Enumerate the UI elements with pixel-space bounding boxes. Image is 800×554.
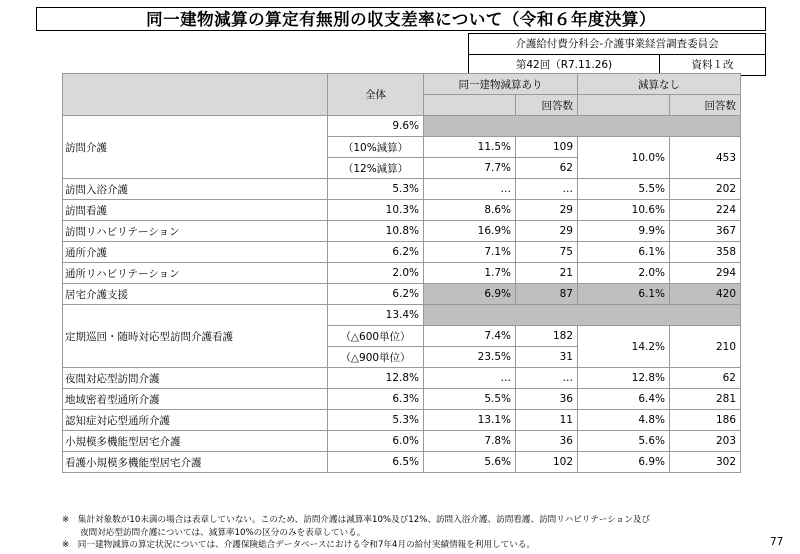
row-label: 訪問看護 [63,200,328,221]
cell-none-rate: 2.0% [578,263,670,284]
shaded-cell [424,116,741,137]
cell-none-rate: 5.6% [578,431,670,452]
cell-none-rate: 12.8% [578,368,670,389]
table-row [63,452,741,473]
row-label: 看護小規模多機能型居宅介護 [63,452,328,473]
sub-label: （△900単位） [328,347,424,368]
cell-rate: … [424,368,516,389]
meta-box [468,33,766,76]
cell-rate: 23.5% [424,347,516,368]
cell-rate: 1.7% [424,263,516,284]
cell-count: 36 [516,431,578,452]
cell-none-count: 202 [670,179,741,200]
header-blank [63,74,328,116]
row-label: 夜間対応型訪問介護 [63,368,328,389]
cell-overall: 6.2% [328,242,424,263]
footnotes [62,514,650,552]
row-label: 地域密着型通所介護 [63,389,328,410]
cell-overall: 10.3% [328,200,424,221]
header-blank-3 [578,95,670,116]
cell-none-count: 203 [670,431,741,452]
cell-overall: 9.6% [328,116,424,137]
cell-count: 11 [516,410,578,431]
header-row-1 [63,74,741,95]
cell-count: 75 [516,242,578,263]
cell-rate: … [424,179,516,200]
cell-overall: 6.3% [328,389,424,410]
cell-none-count: 367 [670,221,741,242]
cell-count: 29 [516,200,578,221]
sub-label: （10%減算） [328,137,424,158]
cell-none-rate: 6.1% [578,242,670,263]
session-label: 第42回（R7.11.26) [469,55,660,75]
cell-none-rate: 6.9% [578,452,670,473]
cell-overall: 6.2% [328,284,424,305]
cell-overall: 6.0% [328,431,424,452]
cell-none-count: 294 [670,263,741,284]
cell-count: 31 [516,347,578,368]
header-responses: 回答数 [670,95,741,116]
cell-count: … [516,368,578,389]
cell-rate: 7.1% [424,242,516,263]
cell-none-count: 210 [670,326,741,368]
cell-overall: 6.5% [328,452,424,473]
cell-none-rate: 6.1% [578,284,670,305]
cell-none-count: 224 [670,200,741,221]
row-label: 訪問介護 [63,116,328,179]
cell-rate: 5.6% [424,452,516,473]
footnote-1: ※ 集計対象数が10未満の場合は表章していない。このため、訪問介護は減算率10%及び12%、訪問入浴介護、訪問看護、訪問リハビリテーション及び [62,515,651,525]
cell-rate: 7.7% [424,158,516,179]
cell-count: 182 [516,326,578,347]
cell-rate: 5.5% [424,389,516,410]
cell-none-count: 358 [670,242,741,263]
cell-count: 29 [516,221,578,242]
header-responses: 回答数 [516,95,578,116]
table-row [63,389,741,410]
balance-rate-table [62,73,741,473]
sub-label: （△600単位） [328,326,424,347]
header-without-reduction: 減算なし [578,74,741,95]
row-label: 訪問入浴介護 [63,179,328,200]
row-label: 小規模多機能型居宅介護 [63,431,328,452]
table-row [63,263,741,284]
cell-rate: 6.9% [424,284,516,305]
cell-count: 102 [516,452,578,473]
cell-none-rate: 4.8% [578,410,670,431]
cell-none-count: 420 [670,284,741,305]
row-label: 訪問リハビリテーション [63,221,328,242]
cell-none-count: 281 [670,389,741,410]
table-row [63,410,741,431]
table-row [63,116,741,137]
cell-count: 36 [516,389,578,410]
cell-rate: 11.5% [424,137,516,158]
cell-none-rate: 6.4% [578,389,670,410]
row-label: 通所介護 [63,242,328,263]
cell-overall: 2.0% [328,263,424,284]
shaded-cell [424,305,741,326]
committee-name: 介護給付費分科会-介護事業経営調査委員会 [469,34,765,55]
cell-overall: 10.8% [328,221,424,242]
cell-rate: 7.8% [424,431,516,452]
table-row [63,221,741,242]
row-label: 通所リハビリテーション [63,263,328,284]
cell-none-rate: 10.6% [578,200,670,221]
cell-none-rate: 9.9% [578,221,670,242]
cell-overall: 12.8% [328,368,424,389]
cell-count: 21 [516,263,578,284]
footnote-1-cont: 夜間対応型訪問介護については、減算率10%の区分のみを表章している。 [80,527,366,538]
table-row [63,179,741,200]
page-title: 同一建物減算の算定有無別の収支差率について（令和６年度決算） [36,7,766,31]
table-row [63,305,741,326]
table-row [63,242,741,263]
cell-overall: 5.3% [328,179,424,200]
page-number: 77 [770,536,784,548]
cell-count: 87 [516,284,578,305]
cell-none-rate: 5.5% [578,179,670,200]
cell-none-count: 302 [670,452,741,473]
cell-overall: 5.3% [328,410,424,431]
cell-rate: 7.4% [424,326,516,347]
cell-rate: 13.1% [424,410,516,431]
header-overall: 全体 [328,74,424,116]
cell-count: 62 [516,158,578,179]
row-label: 定期巡回・随時対応型訪問介護看護 [63,305,328,368]
footnote-2: ※ 同一建物減算の算定状況については、介護保険総合データベースにおける令和7年4月の給付実績情報を利用している。 [62,540,536,550]
cell-none-rate: 14.2% [578,326,670,368]
row-label: 居宅介護支援 [63,284,328,305]
cell-count: … [516,179,578,200]
cell-none-count: 62 [670,368,741,389]
cell-none-count: 453 [670,137,741,179]
cell-rate: 16.9% [424,221,516,242]
cell-rate: 8.6% [424,200,516,221]
row-label: 認知症対応型通所介護 [63,410,328,431]
sub-label: （12%減算） [328,158,424,179]
cell-none-count: 186 [670,410,741,431]
table-row [63,368,741,389]
cell-overall: 13.4% [328,305,424,326]
table-row [63,200,741,221]
cell-count: 109 [516,137,578,158]
header-blank-2 [424,95,516,116]
cell-none-rate: 10.0% [578,137,670,179]
document-label: 資料１改 [691,59,734,71]
table-row [63,431,741,452]
header-with-reduction: 同一建物減算あり [424,74,578,95]
table-row [63,284,741,305]
